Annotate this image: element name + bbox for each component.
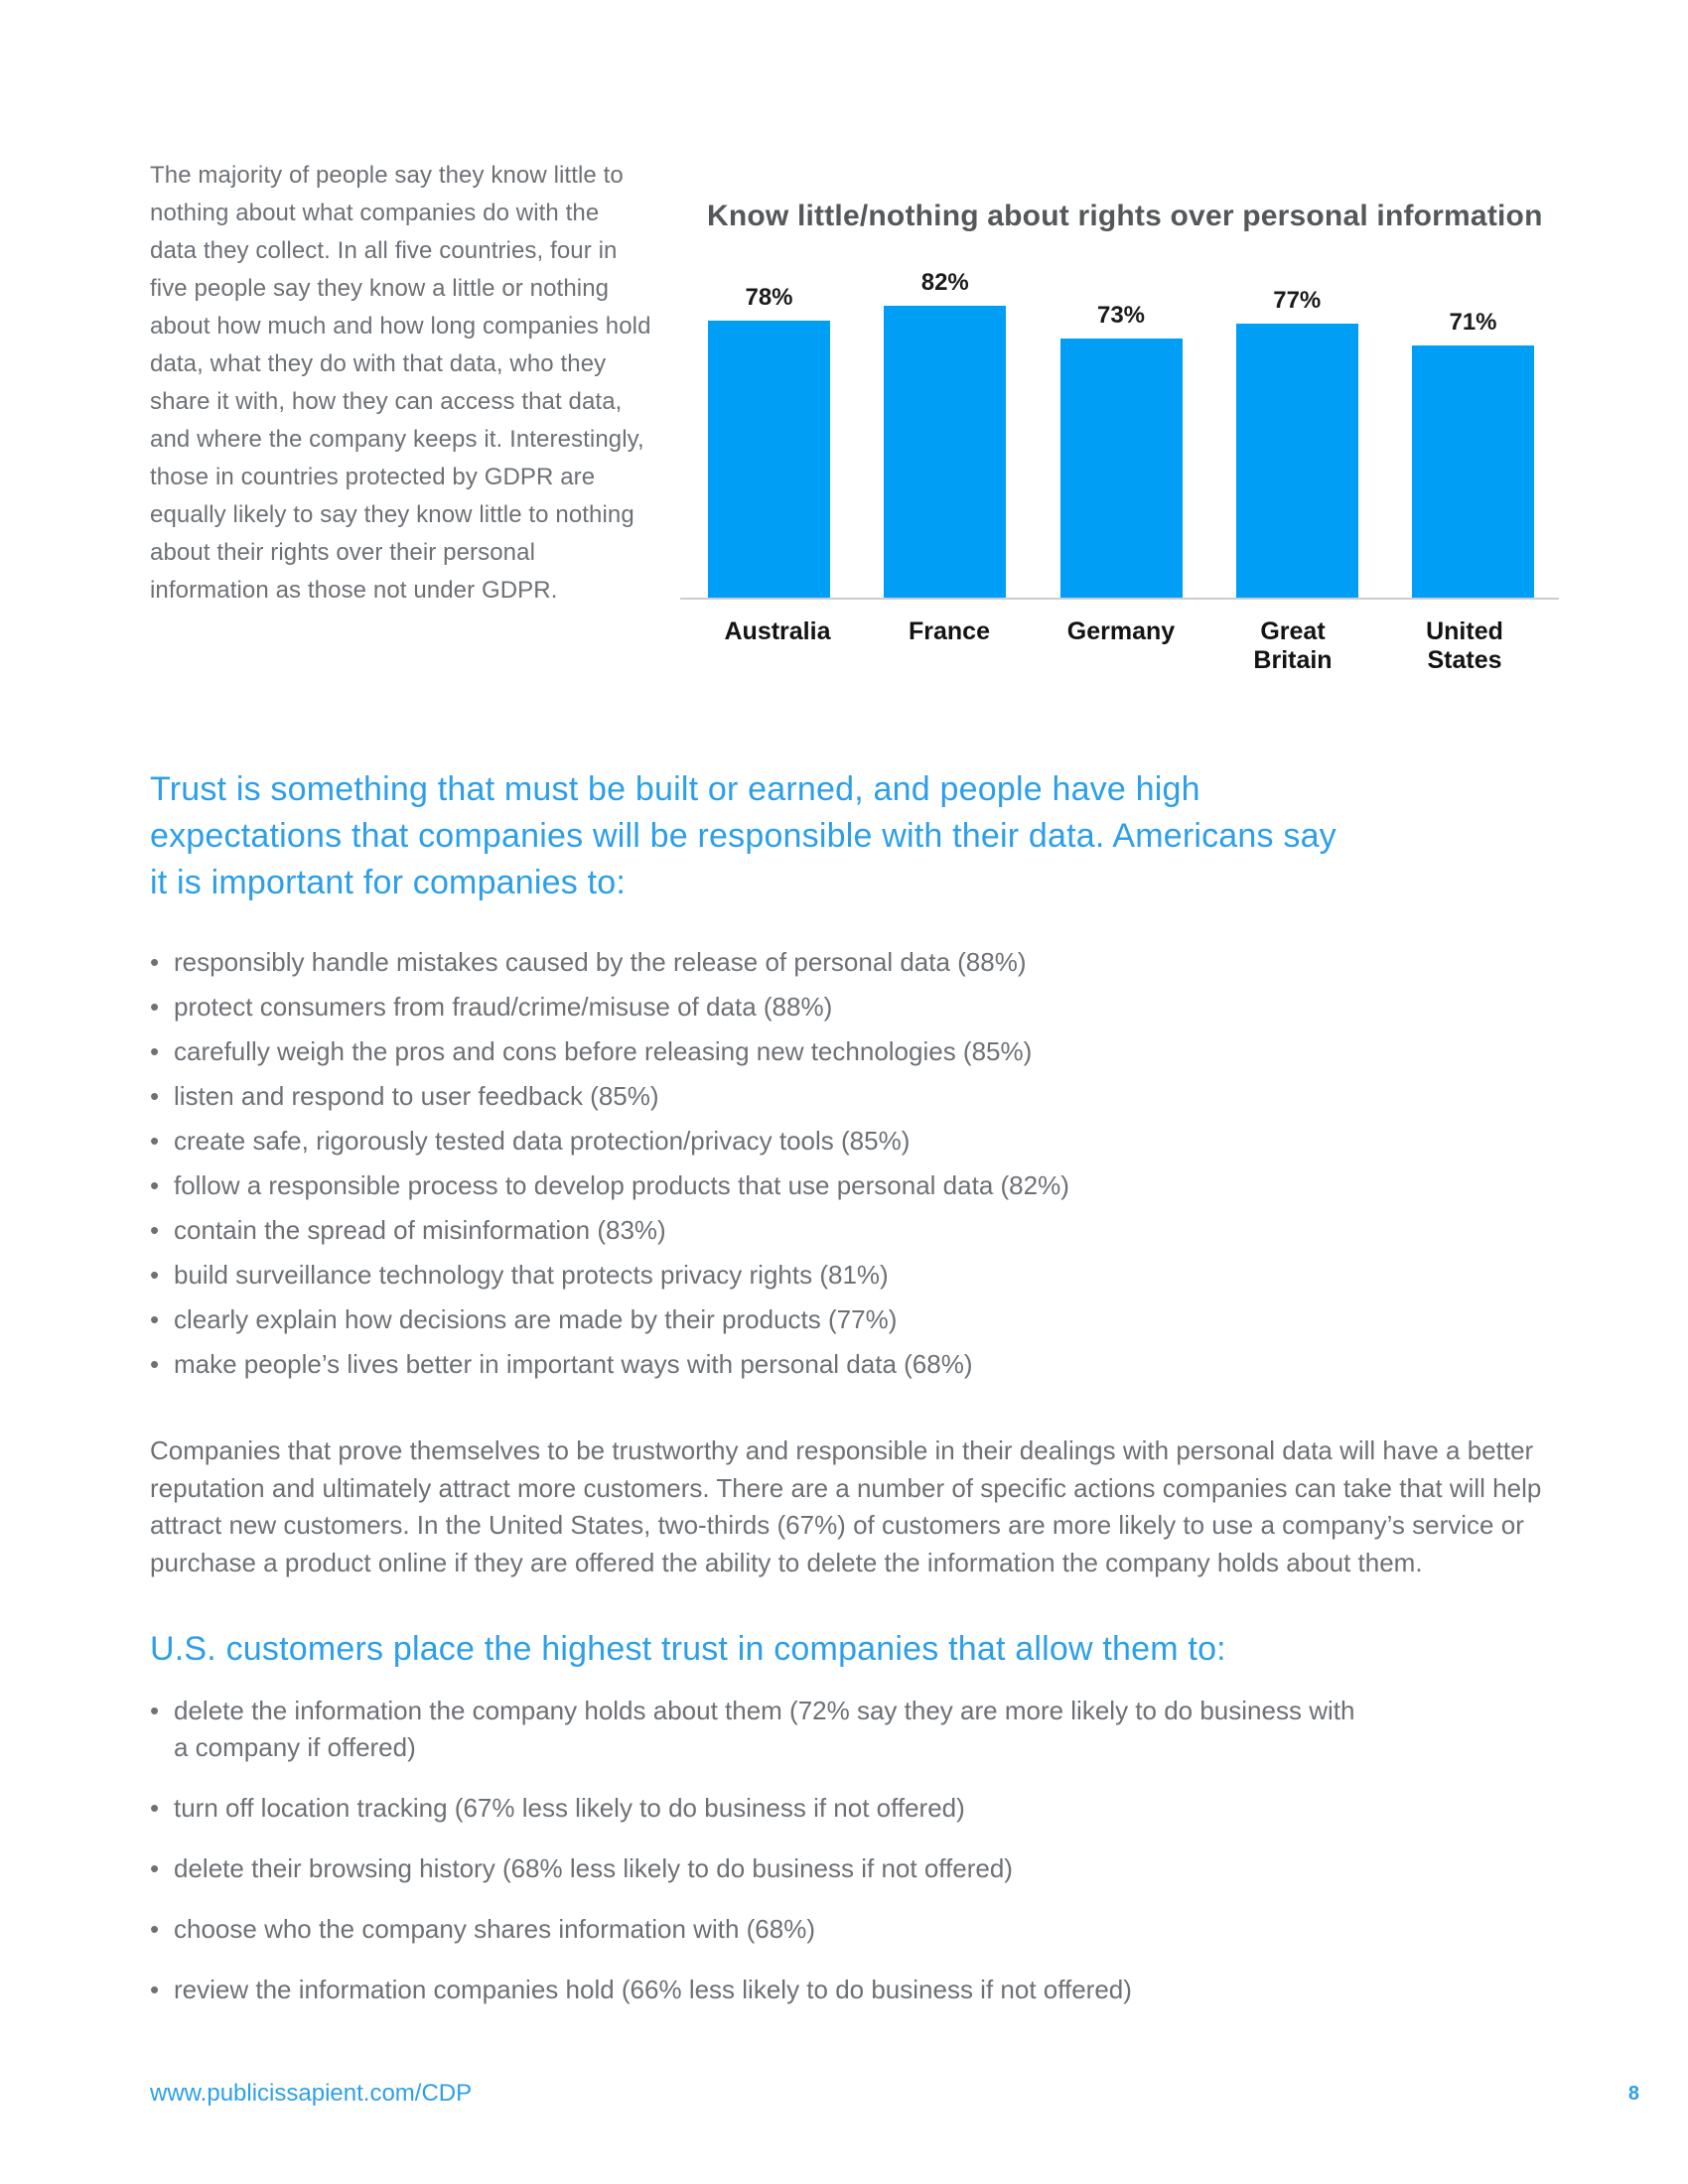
bullet-icon: •: [150, 1170, 160, 1200]
list-item-text: build surveillance technology that protects privacy rights (81%): [174, 1260, 889, 1290]
page-footer: [150, 2080, 1639, 2108]
list-item: [150, 1693, 1371, 1766]
bar-column: [708, 284, 830, 598]
list-item: [150, 1215, 1292, 1245]
list-item-text: clearly explain how decisions are made by their products (77%): [174, 1304, 898, 1334]
list-item-text: contain the spread of misinformation (83%): [174, 1215, 666, 1245]
list-item-text: follow a responsible process to develop products that use personal data (82%): [174, 1170, 1069, 1200]
bar-category-label: Germany: [1066, 617, 1176, 645]
list-item: [150, 1126, 1292, 1156]
bar: [708, 321, 830, 598]
bar-column: [884, 269, 1006, 598]
trust-bullet-list: [150, 947, 1292, 1394]
bullet-icon: •: [150, 1975, 160, 2004]
bar: [1412, 345, 1534, 598]
list-item-text: create safe, rigorously tested data protection/privacy tools (85%): [174, 1126, 911, 1156]
list-item: [150, 1349, 1292, 1379]
bar-column: [1236, 287, 1358, 598]
list-item-text: listen and respond to user feedback (85%): [174, 1081, 659, 1111]
list-item: [150, 1036, 1292, 1066]
list-item-text: delete the information the company holds about them (72% say they are more likely to do business with a company if offered): [174, 1696, 1355, 1762]
list-item-text: review the information companies hold (66% less likely to do business if not offered): [174, 1975, 1132, 2004]
bullet-icon: •: [150, 1081, 160, 1111]
bar-chart: [680, 199, 1559, 675]
page-number: 8: [1627, 2082, 1639, 2105]
list-item: [150, 1972, 1371, 2008]
list-item-text: protect consumers from fraud/crime/misuse of data (88%): [174, 992, 833, 1022]
bullet-icon: •: [150, 1304, 160, 1334]
bar-category-label: France: [909, 617, 990, 645]
bar-chart-plot: [680, 242, 1559, 600]
list-item-text: delete their browsing history (68% less likely to do business if not offered): [174, 1853, 1013, 1883]
us-customers-bullet-list: [150, 1693, 1371, 2032]
bullet-icon: •: [150, 1793, 160, 1823]
bar: [1060, 339, 1183, 598]
bar-value-label: 73%: [1096, 302, 1146, 329]
bar-value-label: 71%: [1449, 309, 1497, 336]
section-heading-trust: Trust is something that must be built or earned, and people have high expectations that companies will be responsible with their data. Americans say it is important for companies to:: [150, 770, 1336, 901]
list-item: [150, 1911, 1371, 1948]
bar-value-label: 77%: [1273, 287, 1322, 314]
bar-chart-labels: [680, 617, 1559, 675]
list-item-text: turn off location tracking (67% less likely to do business if not offered): [174, 1793, 965, 1823]
list-item-text: make people’s lives better in important ways with personal data (68%): [174, 1349, 973, 1379]
bar: [1236, 324, 1358, 598]
bar-category-label: Great Britain: [1253, 617, 1333, 674]
intro-paragraph: The majority of people say they know little to nothing about what companies do with the data they collect. In all five countries, four in five people say they know a little or nothing about how much and how long companies hold data, what they do with that data, who they share it with, how they can access that data, and where the company keeps it. Interestingly, those in countries protected by GDPR are equally likely to say they know little to nothing about their rights over their personal information as those not under GDPR.: [150, 162, 651, 604]
bullet-icon: •: [150, 1349, 160, 1379]
list-item: [150, 947, 1292, 977]
list-item: [150, 1170, 1292, 1200]
chart-title: Know little/nothing about rights over personal information: [707, 200, 1543, 232]
bar-value-label: 78%: [745, 284, 793, 311]
list-item: [150, 1850, 1371, 1887]
bullet-icon: •: [150, 1036, 160, 1066]
bullet-icon: •: [150, 1696, 160, 1725]
bar-category-label: United States: [1426, 617, 1503, 674]
list-item-text: responsibly handle mistakes caused by the release of personal data (88%): [174, 947, 1027, 977]
section-heading-us-customers: U.S. customers place the highest trust in companies that allow them to:: [150, 1630, 1226, 1668]
bullet-icon: •: [150, 947, 160, 977]
bar-value-label: 82%: [920, 269, 969, 296]
list-item: [150, 992, 1292, 1022]
list-item-text: choose who the company shares information with (68%): [174, 1914, 815, 1944]
bullet-icon: •: [150, 1260, 160, 1290]
list-item: [150, 1790, 1371, 1827]
list-item-text: carefully weigh the pros and cons before releasing new technologies (85%): [174, 1036, 1033, 1066]
bullet-icon: •: [150, 1215, 160, 1245]
bar-column: [1412, 309, 1534, 598]
bullet-icon: •: [150, 1126, 160, 1156]
companies-paragraph: Companies that prove themselves to be trustworthy and responsible in their dealings with personal data will have a better reputation and ultimately attract more customers. There are a number of specific actions companies can take that will help attract new customers. In the United States, two-thirds (67%) of customers are more likely to use a company’s service or purchase a product online if they are offered the ability to delete the information the company holds about them.: [150, 1435, 1542, 1577]
list-item: [150, 1260, 1292, 1290]
bar-category-label: Australia: [724, 617, 831, 645]
bar: [884, 306, 1006, 598]
footer-link[interactable]: www.publicissapient.com/CDP: [150, 2080, 473, 2107]
bullet-icon: •: [150, 1853, 160, 1883]
list-item: [150, 1304, 1292, 1334]
list-item: [150, 1081, 1292, 1111]
bullet-icon: •: [150, 1914, 160, 1944]
bullet-icon: •: [150, 992, 160, 1022]
bar-column: [1060, 302, 1183, 598]
